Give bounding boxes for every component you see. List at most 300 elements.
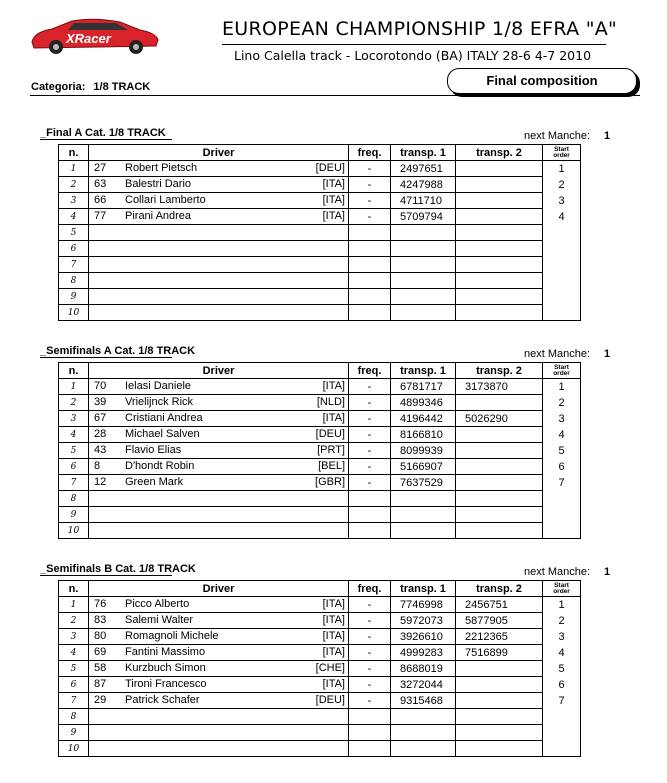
column-header-n: n. (59, 581, 89, 597)
driver-name: Tironi Francesco (125, 678, 207, 690)
transponder-2: 2212365 (456, 629, 543, 645)
start-order: 2 (543, 613, 581, 629)
row-index: 10 (59, 523, 89, 539)
transponder-2 (456, 273, 543, 289)
table-row (59, 491, 581, 507)
row-index: 2 (59, 177, 89, 193)
row-index: 7 (59, 475, 89, 491)
transponder-2: 3173870 (456, 379, 543, 395)
driver-cell (89, 443, 349, 459)
transponder-1 (391, 491, 456, 507)
frequency: - (349, 395, 391, 411)
column-header-driver: Driver (89, 145, 349, 161)
driver-name: Cristiani Andrea (125, 412, 203, 424)
row-index: 5 (59, 225, 89, 241)
transponder-1 (391, 225, 456, 241)
transponder-1: 7746998 (391, 597, 456, 613)
column-header-driver: Driver (89, 581, 349, 597)
column-header-t2: transp. 2 (456, 581, 543, 597)
transponder-2: 2456751 (456, 597, 543, 613)
frequency: - (349, 411, 391, 427)
transponder-1 (391, 273, 456, 289)
frequency: - (349, 629, 391, 645)
transponder-1 (391, 305, 456, 321)
row-index: 8 (59, 491, 89, 507)
driver-name: Flavio Elias (125, 444, 182, 456)
driver-cell (89, 459, 349, 475)
next-manche (524, 348, 610, 360)
column-header-n: n. (59, 363, 89, 379)
column-header-freq: freq. (349, 363, 391, 379)
transponder-2 (456, 491, 543, 507)
table-row (59, 661, 581, 677)
next-manche-label: next Manche: (524, 130, 591, 142)
transponder-1: 5709794 (391, 209, 456, 225)
next-manche (524, 566, 610, 578)
next-manche-label: next Manche: (524, 566, 591, 578)
column-header-freq: freq. (349, 581, 391, 597)
car-number: 66 (94, 194, 107, 206)
transponder-1: 2497651 (391, 161, 456, 177)
car-number: 63 (94, 178, 107, 190)
driver-name: D'hondt Robin (125, 460, 195, 472)
start-order: 3 (543, 629, 581, 645)
driver-nation: [ITA] (322, 678, 345, 690)
driver-cell (89, 427, 349, 443)
transponder-2 (456, 475, 543, 491)
row-index: 1 (59, 379, 89, 395)
next-manche-value: 1 (604, 130, 611, 142)
driver-name: Romagnoli Michele (125, 630, 219, 642)
logo-text: XRacer (66, 31, 111, 46)
driver-cell (89, 693, 349, 709)
transponder-2 (456, 693, 543, 709)
driver-nation: [ITA] (322, 646, 345, 658)
transponder-2 (456, 225, 543, 241)
table-row (59, 459, 581, 475)
start-order (543, 741, 581, 757)
frequency (349, 257, 391, 273)
frequency: - (349, 193, 391, 209)
car-number: 83 (94, 614, 107, 626)
transponder-1: 5166907 (391, 459, 456, 475)
transponder-2 (456, 427, 543, 443)
row-index: 6 (59, 677, 89, 693)
transponder-1 (391, 523, 456, 539)
transponder-2: 7516899 (456, 645, 543, 661)
frequency: - (349, 161, 391, 177)
row-index: 1 (59, 161, 89, 177)
frequency: - (349, 597, 391, 613)
frequency (349, 709, 391, 725)
start-order: 1 (543, 379, 581, 395)
transponder-2: 5877905 (456, 613, 543, 629)
transponder-1: 3272044 (391, 677, 456, 693)
order-label: order (553, 369, 570, 377)
driver-name: Ielasi Daniele (125, 380, 192, 392)
category (31, 81, 150, 93)
transponder-2 (456, 725, 543, 741)
frequency (349, 225, 391, 241)
driver-cell (89, 257, 349, 273)
table-row (59, 305, 581, 321)
frequency (349, 241, 391, 257)
driver-cell (89, 725, 349, 741)
frequency: - (349, 443, 391, 459)
start-label: Start (554, 581, 569, 589)
start-label: Start (554, 363, 569, 371)
transponder-2 (456, 305, 543, 321)
table-row (59, 193, 581, 209)
start-order: 6 (543, 459, 581, 475)
car-number: 28 (94, 428, 107, 440)
driver-nation: [PRT] (317, 444, 345, 456)
table-row (59, 629, 581, 645)
start-order: 3 (543, 411, 581, 427)
car-number: 39 (94, 396, 107, 408)
xracer-logo (28, 12, 162, 56)
driver-cell (89, 273, 349, 289)
row-index: 9 (59, 507, 89, 523)
driver-cell (89, 507, 349, 523)
row-index: 1 (59, 597, 89, 613)
table-row (59, 613, 581, 629)
frequency: - (349, 475, 391, 491)
category-value: 1/8 TRACK (93, 81, 151, 93)
transponder-2 (456, 209, 543, 225)
driver-cell (89, 177, 349, 193)
row-index: 7 (59, 693, 89, 709)
row-index: 9 (59, 725, 89, 741)
car-number: 67 (94, 412, 107, 424)
table-row (59, 443, 581, 459)
car-number: 76 (94, 598, 107, 610)
start-order (543, 491, 581, 507)
transponder-2 (456, 193, 543, 209)
driver-cell (89, 491, 349, 507)
start-order: 7 (543, 475, 581, 491)
column-header-start-order (543, 145, 581, 161)
row-index: 10 (59, 305, 89, 321)
driver-nation: [ITA] (322, 380, 345, 392)
row-index: 4 (59, 427, 89, 443)
transponder-1 (391, 257, 456, 273)
row-index: 9 (59, 289, 89, 305)
table-row (59, 475, 581, 491)
column-header-t1: transp. 1 (391, 145, 456, 161)
transponder-1 (391, 709, 456, 725)
frequency: - (349, 613, 391, 629)
driver-name: Green Mark (125, 476, 184, 488)
column-header-start-order (543, 581, 581, 597)
frequency (349, 273, 391, 289)
driver-nation: [GBR] (315, 476, 345, 488)
next-manche-value: 1 (604, 566, 611, 578)
driver-cell (89, 379, 349, 395)
final-composition-box: Final composition (447, 68, 637, 94)
frequency (349, 741, 391, 757)
table-row (59, 177, 581, 193)
driver-cell (89, 209, 349, 225)
transponder-1: 5972073 (391, 613, 456, 629)
table-row (59, 209, 581, 225)
driver-name: Michael Salven (125, 428, 200, 440)
start-order: 3 (543, 193, 581, 209)
table-row (59, 693, 581, 709)
section-title: _Semifinals A Cat. 1/8 TRACK (40, 345, 196, 357)
frequency (349, 507, 391, 523)
transponder-1 (391, 741, 456, 757)
column-header-freq: freq. (349, 145, 391, 161)
transponder-2 (456, 395, 543, 411)
row-index: 3 (59, 411, 89, 427)
transponder-2 (456, 161, 543, 177)
driver-nation: [NLD] (316, 396, 345, 408)
driver-cell (89, 645, 349, 661)
table-row (59, 645, 581, 661)
row-index: 6 (59, 241, 89, 257)
start-order (543, 725, 581, 741)
header-divider (30, 95, 640, 96)
driver-cell (89, 709, 349, 725)
frequency: - (349, 459, 391, 475)
table-row (59, 257, 581, 273)
transponder-2 (456, 459, 543, 475)
car-number: 12 (94, 476, 107, 488)
start-order: 1 (543, 597, 581, 613)
transponder-1: 4711710 (391, 193, 456, 209)
page-subtitle: Lino Calella track - Locorotondo (BA) ITALY 28-6 4-7 2010 (234, 48, 592, 63)
transponder-1 (391, 289, 456, 305)
table-row (59, 241, 581, 257)
transponder-2 (456, 289, 543, 305)
driver-cell (89, 289, 349, 305)
section-title: _Semifinals B Cat. 1/8 TRACK (40, 563, 196, 575)
frequency: - (349, 693, 391, 709)
car-number: 27 (94, 162, 107, 174)
driver-nation: [ITA] (322, 412, 345, 424)
next-manche-label: next Manche: (524, 348, 591, 360)
transponder-1: 4999283 (391, 645, 456, 661)
table-row (59, 427, 581, 443)
driver-name: Kurzbuch Simon (125, 662, 206, 674)
table-row (59, 161, 581, 177)
row-index: 3 (59, 193, 89, 209)
start-order: 5 (543, 661, 581, 677)
transponder-2 (456, 523, 543, 539)
row-index: 3 (59, 629, 89, 645)
section-title: _Final A Cat. 1/8 TRACK (40, 127, 166, 139)
table-row (59, 411, 581, 427)
driver-name: Patrick Schafer (125, 694, 200, 706)
table-row (59, 725, 581, 741)
frequency (349, 305, 391, 321)
driver-cell (89, 475, 349, 491)
driver-cell (89, 523, 349, 539)
order-label: order (553, 151, 570, 159)
row-index: 5 (59, 443, 89, 459)
table-row (59, 395, 581, 411)
row-index: 8 (59, 273, 89, 289)
next-manche (524, 130, 610, 142)
driver-nation: [BEL] (318, 460, 345, 472)
row-index: 7 (59, 257, 89, 273)
driver-cell (89, 629, 349, 645)
car-number: 8 (94, 460, 101, 472)
start-order (543, 709, 581, 725)
transponder-2 (456, 257, 543, 273)
driver-name: Fantini Massimo (125, 646, 206, 658)
transponder-1: 9315468 (391, 693, 456, 709)
start-order (543, 289, 581, 305)
start-order: 5 (543, 443, 581, 459)
section-title-underline (40, 139, 172, 140)
page-title: EUROPEAN CHAMPIONSHIP 1/8 EFRA "A" (222, 18, 618, 40)
transponder-1: 4196442 (391, 411, 456, 427)
transponder-2 (456, 507, 543, 523)
frequency: - (349, 661, 391, 677)
frequency: - (349, 177, 391, 193)
composition-table (58, 362, 581, 539)
transponder-2: 5026290 (456, 411, 543, 427)
table-row (59, 677, 581, 693)
table-row (59, 523, 581, 539)
row-index: 4 (59, 645, 89, 661)
row-index: 8 (59, 709, 89, 725)
row-index: 10 (59, 741, 89, 757)
driver-cell (89, 225, 349, 241)
frequency (349, 725, 391, 741)
driver-cell (89, 241, 349, 257)
transponder-1: 7637529 (391, 475, 456, 491)
driver-cell (89, 395, 349, 411)
start-order (543, 507, 581, 523)
frequency: - (349, 645, 391, 661)
table-row (59, 225, 581, 241)
column-header-driver: Driver (89, 363, 349, 379)
column-header-t2: transp. 2 (456, 145, 543, 161)
transponder-1 (391, 725, 456, 741)
transponder-1: 8688019 (391, 661, 456, 677)
driver-nation: [DEU] (315, 162, 345, 174)
column-header-start-order (543, 363, 581, 379)
table-row (59, 273, 581, 289)
car-number: 77 (94, 210, 107, 222)
driver-nation: [ITA] (322, 210, 345, 222)
car-number: 58 (94, 662, 107, 674)
transponder-1 (391, 241, 456, 257)
category-label: Categoria: (31, 81, 86, 93)
order-label: order (553, 587, 570, 595)
car-number: 80 (94, 630, 107, 642)
driver-name: Picco Alberto (125, 598, 190, 610)
table-row (59, 507, 581, 523)
transponder-2 (456, 677, 543, 693)
table-row (59, 289, 581, 305)
start-order: 2 (543, 177, 581, 193)
transponder-1: 4247988 (391, 177, 456, 193)
table-row (59, 741, 581, 757)
driver-nation: [DEU] (315, 428, 345, 440)
start-order: 2 (543, 395, 581, 411)
frequency: - (349, 209, 391, 225)
car-number: 70 (94, 380, 107, 392)
transponder-2 (456, 241, 543, 257)
frequency: - (349, 427, 391, 443)
transponder-1: 8166810 (391, 427, 456, 443)
transponder-1 (391, 507, 456, 523)
driver-cell (89, 411, 349, 427)
start-order (543, 523, 581, 539)
driver-cell (89, 613, 349, 629)
driver-nation: [ITA] (322, 178, 345, 190)
driver-name: Vrielijnck Rick (125, 396, 194, 408)
transponder-2 (456, 443, 543, 459)
driver-name: Salemi Walter (125, 614, 194, 626)
start-order: 6 (543, 677, 581, 693)
frequency: - (349, 677, 391, 693)
transponder-1: 6781717 (391, 379, 456, 395)
driver-nation: [DEU] (315, 694, 345, 706)
driver-name: Collari Lamberto (125, 194, 206, 206)
car-number: 69 (94, 646, 107, 658)
frequency (349, 491, 391, 507)
row-index: 2 (59, 395, 89, 411)
start-order (543, 305, 581, 321)
column-header-n: n. (59, 145, 89, 161)
frequency (349, 523, 391, 539)
driver-cell (89, 193, 349, 209)
transponder-2 (456, 709, 543, 725)
next-manche-value: 1 (604, 348, 611, 360)
start-order (543, 273, 581, 289)
frequency: - (349, 379, 391, 395)
table-row (59, 597, 581, 613)
row-index: 4 (59, 209, 89, 225)
start-order: 4 (543, 209, 581, 225)
column-header-t2: transp. 2 (456, 363, 543, 379)
driver-cell (89, 677, 349, 693)
driver-name: Pirani Andrea (125, 210, 192, 222)
transponder-1: 4899346 (391, 395, 456, 411)
driver-cell (89, 597, 349, 613)
transponder-1: 3926610 (391, 629, 456, 645)
section-title-underline (40, 575, 172, 576)
start-order: 1 (543, 161, 581, 177)
car-number: 43 (94, 444, 107, 456)
driver-cell (89, 305, 349, 321)
start-order: 7 (543, 693, 581, 709)
composition-table (58, 144, 581, 321)
driver-cell (89, 161, 349, 177)
driver-nation: [ITA] (322, 598, 345, 610)
transponder-2 (456, 661, 543, 677)
column-header-t1: transp. 1 (391, 581, 456, 597)
driver-name: Robert Pietsch (125, 162, 198, 174)
car-number: 29 (94, 694, 107, 706)
start-order (543, 241, 581, 257)
driver-nation: [CHE] (315, 662, 345, 674)
row-index: 5 (59, 661, 89, 677)
transponder-2 (456, 177, 543, 193)
car-number: 87 (94, 678, 107, 690)
section-title-underline (40, 357, 172, 358)
start-order: 4 (543, 427, 581, 443)
start-order: 4 (543, 645, 581, 661)
row-index: 2 (59, 613, 89, 629)
driver-name: Balestri Dario (125, 178, 192, 190)
column-header-t1: transp. 1 (391, 363, 456, 379)
